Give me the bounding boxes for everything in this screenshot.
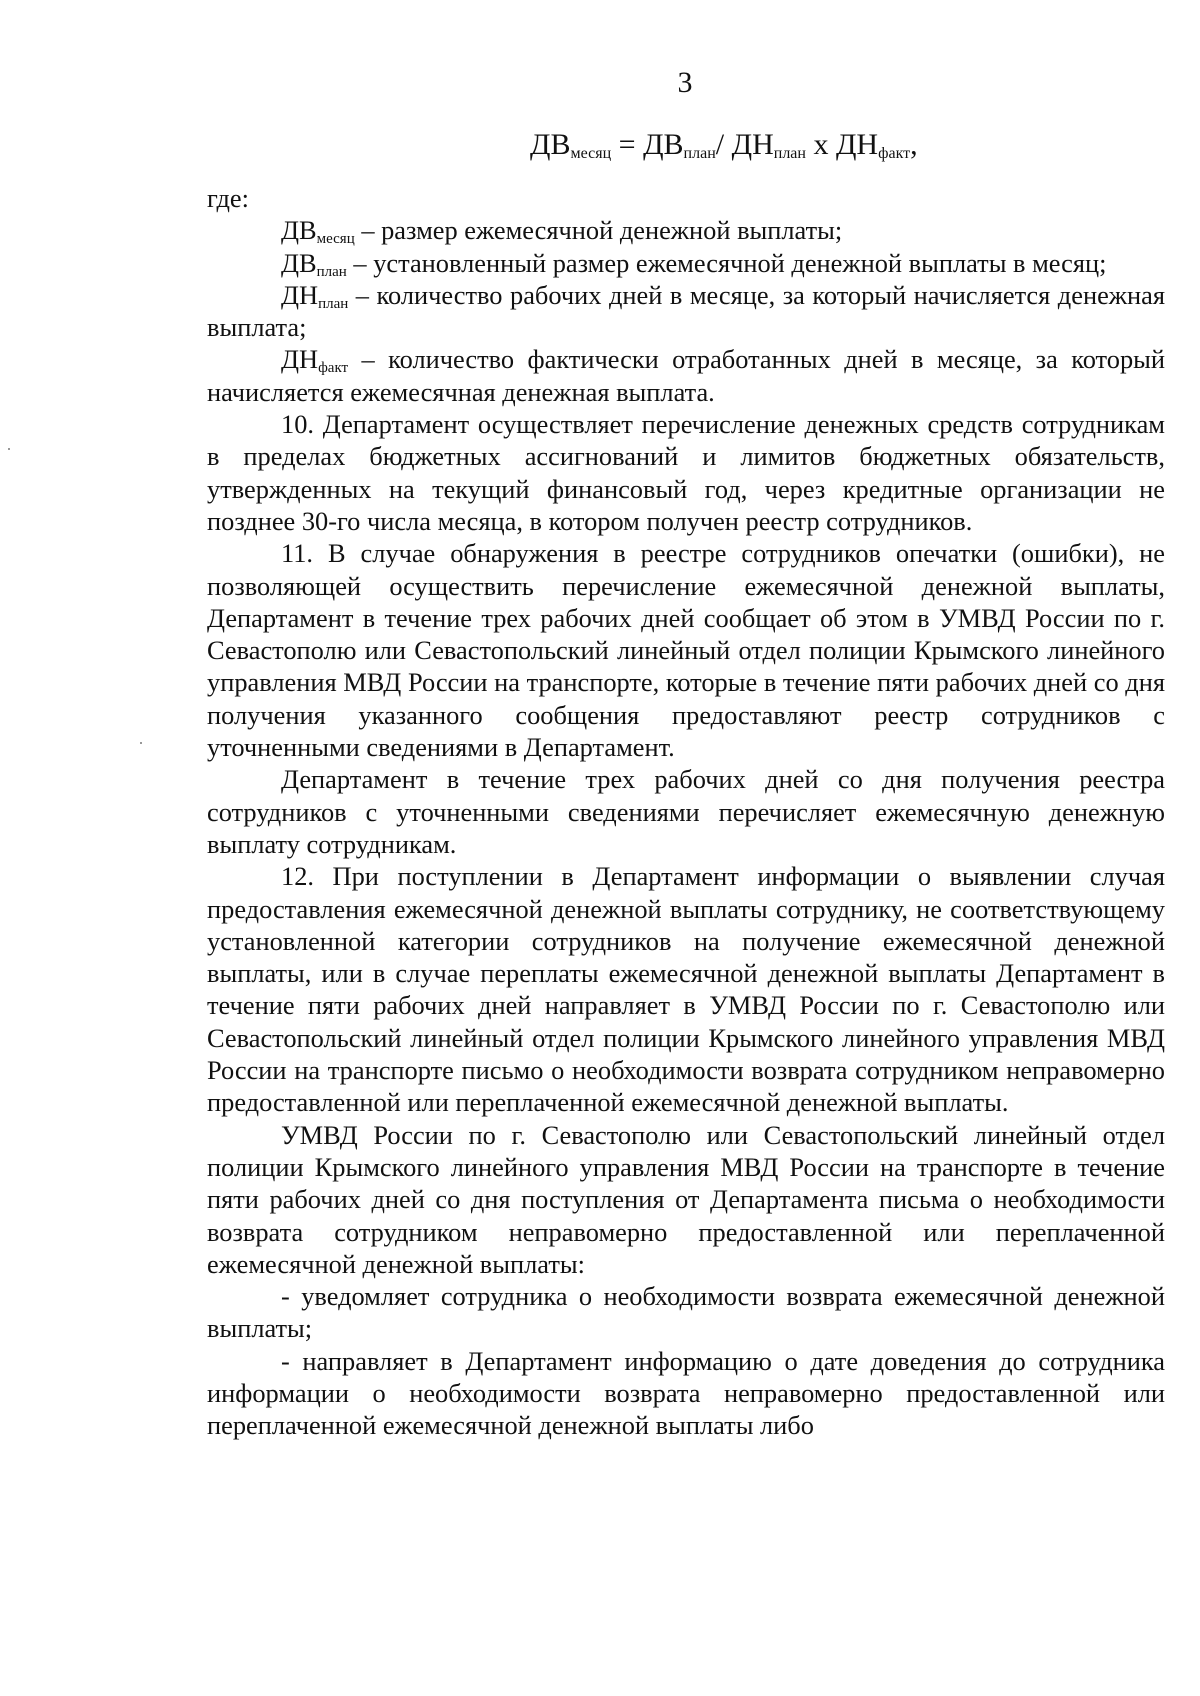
term-sub: месяц: [316, 231, 355, 248]
term-sub: факт: [318, 360, 349, 377]
page-number: 3: [677, 66, 693, 99]
term-base: ДВ: [281, 247, 317, 278]
formula-times: х: [805, 128, 836, 161]
paragraph-11: 11. В случае обнаружения в реестре сотрудников опечатки (ошибки), не позволяющей осуществить перечисление ежемесячной денежной выплаты, Департамент в течение трех рабочих дней сообщает об этом в УМВД России по г. Севастополю или Севастопольский линейный отдел полиции Крымского линейного управления МВД России на транспорте, которые в течение пяти рабочих дней со дня получения указанного сообщения предоставляют реестр сотрудников с уточненными сведениями в Департамент.: [207, 538, 1165, 763]
bullet-notify-employee: - уведомляет сотрудника о необходимости возврата ежемесячной денежной выплаты;: [207, 1281, 1165, 1344]
term-text: – размер ежемесячной денежной выплаты;: [354, 215, 843, 246]
term-text: – количество фактически отработанных дней в месяце, за который начисляется ежемесячная денежная выплата.: [207, 344, 1165, 407]
definition-dn-plan: [207, 279, 1165, 344]
term-text: – установленный размер ежемесячной денежной выплаты в месяц;: [346, 247, 1107, 278]
formula-dv: ДВ: [530, 128, 571, 161]
paragraph-12: 12. При поступлении в Департамент информации о выявлении случая предоставления ежемесячной денежной выплаты сотруднику, не соответствующему установленной категории сотрудников на получение ежемесячной денежной выплаты, или в случае переплаты ежемесячной денежной выплаты Департамент в течение пяти рабочих дней направляет в УМВД России по г. Севастополю или Севастопольский линейный отдел полиции Крымского линейного управления МВД России на транспорте письмо о необходимости возврата сотрудником неправомерно предоставленной или переплаченной ежемесячной денежной выплаты.: [207, 861, 1165, 1118]
formula-div: /: [715, 128, 732, 161]
formula-dv-plan: ДВ: [643, 128, 684, 161]
formula-dn-fact: ДН: [835, 128, 879, 161]
term-sub: план: [316, 263, 347, 280]
term-sub: план: [318, 295, 349, 312]
definition-dv-plan: [207, 247, 1165, 279]
scan-artifact-dot: [8, 448, 10, 450]
paragraph-11-continued: Департамент в течение трех рабочих дней со дня получения реестра сотрудников с уточненными сведениями перечисляет ежемесячную денежную выплату сотрудникам.: [207, 764, 1165, 859]
formula-eq: =: [611, 128, 644, 161]
formula-dv-plan-sub: план: [683, 145, 716, 162]
formula-dn-plan-sub: план: [773, 145, 806, 162]
document-body: [207, 182, 1165, 1442]
term-base: ДВ: [281, 215, 317, 246]
paragraph-10: 10. Департамент осуществляет перечисление денежных средств сотрудникам в пределах бюджетных ассигнований и лимитов бюджетных обязательств, утвержденных на текущий финансовый год, через кредитные организации не позднее 30-го числа месяца, в котором получен реестр сотрудников.: [207, 409, 1165, 536]
formula-dv-sub: месяц: [570, 145, 612, 162]
definition-dv-month: [207, 214, 1165, 246]
where-label: где:: [207, 183, 249, 213]
formula-dn-plan: ДН: [731, 128, 774, 161]
scan-artifact-dot: [140, 742, 142, 744]
paragraph-12-continued: УМВД России по г. Севастополю или Севастопольский линейный отдел полиции Крымского линейного управления МВД России на транспорте в течение пяти рабочих дней со дня поступления от Департамента письма о необходимости возврата сотрудником неправомерно предоставленной или переплаченной ежемесячной денежной выплаты:: [207, 1119, 1165, 1279]
term-base: ДН: [281, 344, 319, 375]
term-base: ДН: [281, 279, 319, 310]
formula-tail: ,: [910, 128, 918, 161]
term-text: – количество рабочих дней в месяце, за который начисляется денежная выплата;: [207, 279, 1165, 343]
bullet-send-information: - направляет в Департамент информацию о дате доведения до сотрудника информации о необходимости возврата неправомерно предоставленной или переплаченной ежемесячной денежной выплаты либо: [207, 1345, 1165, 1441]
definition-dn-fact: [207, 343, 1165, 408]
payment-formula: [530, 128, 918, 162]
formula-dn-fact-sub: факт: [878, 145, 911, 162]
